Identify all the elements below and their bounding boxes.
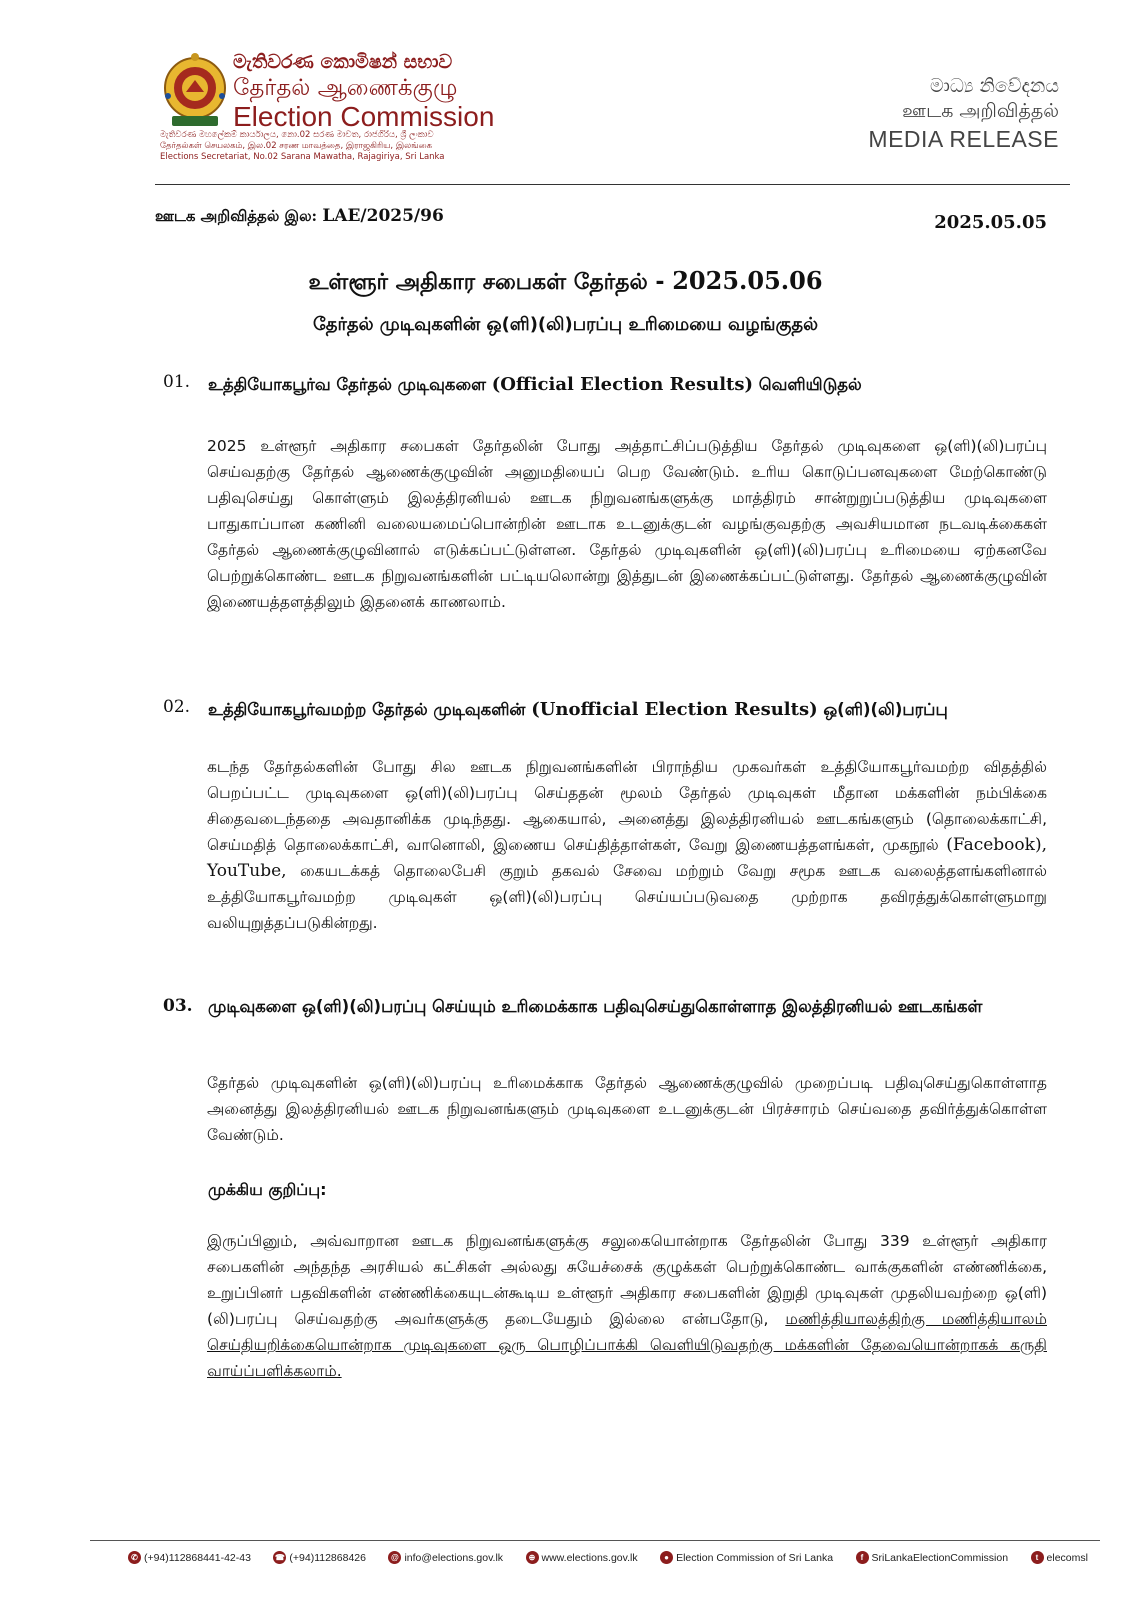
footer-twitter[interactable] bbox=[1031, 1551, 1088, 1564]
footer-divider bbox=[90, 1540, 1100, 1541]
important-note-label: முக்கிய குறிப்பு: bbox=[208, 1180, 327, 1199]
section-body: 2025 உள்ளூர் அதிகார சபைகள் தேர்தலின் போது அத்தாட்சிப்படுத்திய தேர்தல் முடிவுகளை ஒ(ளி)(லி)பரப்பு செய்வதற்கு தேர்தல் ஆணைக்குழுவின் அனுமதியைப் பெற வேண்டும். உரிய கொடுப்பனவுகளை மேற்கொண்டு பதிவுசெய்து கொள்ளும் இலத்திரனியல் ஊடக நிறுவனங்களுக்கு மாத்திரம் சான்றுறுப்படுத்திய முடிவுகளை பாதுகாப்பான கணினி வலையமைப்பொன்றின் ஊடாக உடனுக்குடன் வழங்குவதற்கு அவசியமான நடவடிக்கைகள் தேர்தல் ஆணைக்குழுவினால் எடுக்கப்பட்டுள்ளன. தேர்தல் முடிவுகளின் ஒ(ளி)(லி)பரப்பு உரிமையை ஏற்கனவே பெற்றுக்கொண்ட ஊடக நிறுவனங்களின் பட்டியலொன்று இத்துடன் இணைக்கப்பட்டுள்ளது. தேர்தல் ஆணைக்குழுவின் இணையத்தளத்திலும் இதனைக் காணலாம். bbox=[207, 437, 1047, 611]
email-address: info@elections.gov.lk bbox=[404, 1551, 504, 1564]
section-body: தேர்தல் முடிவுகளின் ஒ(ளி)(லி)பரப்பு உரிமைக்காக தேர்தல் ஆணைக்குழுவில் முறைப்படி பதிவுசெய்துகொள்ளாத அனைத்து இலத்திரனியல் ஊடக நிறுவனங்களும் முடிவுகளை உடனுக்குடன் பிரச்சாரம் செய்வதை தவிர்த்துக்கொள்ள வேண்டும். bbox=[207, 1074, 1047, 1144]
section-number: 02. bbox=[163, 697, 191, 717]
footer-facebook[interactable] bbox=[856, 1551, 1009, 1564]
email-icon: @ bbox=[388, 1551, 401, 1564]
org-name-tamil: தேர்தல் ஆணைக்குழு bbox=[233, 75, 458, 101]
title-text: உள்ளூர் அதிகார சபைகள் தேர்தல் - bbox=[308, 270, 665, 295]
fax-number: (+94)112868426 bbox=[289, 1551, 366, 1564]
header-divider bbox=[155, 184, 1070, 185]
twitter-handle: elecomsl bbox=[1046, 1551, 1088, 1564]
document-subtitle: தேர்தல் முடிவுகளின் ஒ(ளி)(லி)பரப்பு உரிமையை வழங்குதல் bbox=[312, 314, 819, 335]
section-heading bbox=[208, 697, 1046, 723]
section-number: 01. bbox=[163, 372, 191, 392]
media-release-label bbox=[868, 74, 1059, 154]
footer-phone[interactable] bbox=[128, 1551, 251, 1564]
emblem-icon bbox=[162, 52, 228, 130]
twitter-icon: t bbox=[1031, 1551, 1044, 1564]
footer-fax[interactable] bbox=[273, 1551, 366, 1564]
footer-org[interactable] bbox=[660, 1551, 833, 1564]
media-release-english: MEDIA RELEASE bbox=[868, 126, 1059, 152]
footer-website[interactable] bbox=[526, 1551, 638, 1564]
reference-label: ஊடக அறிவித்தல் இல: bbox=[155, 207, 318, 225]
web-icon: ⊕ bbox=[526, 1551, 539, 1564]
org-link: Election Commission of Sri Lanka bbox=[676, 1551, 834, 1564]
phone-number: (+94)112868441-42-43 bbox=[144, 1551, 251, 1564]
facebook-icon: f bbox=[856, 1551, 869, 1564]
section-number: 03. bbox=[163, 996, 193, 1016]
section-heading bbox=[208, 372, 1046, 398]
heading-text: ஒ(ளி)(லி)பரப்பு bbox=[823, 700, 948, 719]
election-date: 2025.05.06 bbox=[672, 266, 823, 295]
address-tamil: தேர்தல்கள் செயலகம், இல.02 சரண மாவத்தை, இராஜகிரிய, இலங்கை bbox=[160, 141, 433, 151]
heading-english: (Official Election Results) bbox=[491, 374, 754, 395]
organization-name bbox=[233, 50, 493, 132]
org-name-sinhala: මැතිවරණ කොමිෂන් සභාව bbox=[233, 51, 453, 73]
section-heading: முடிவுகளை ஒ(ளி)(லி)பரப்பு செய்யும் உரிமைக்காக பதிவுசெய்துகொள்ளாத இலத்திரனியல் ஊடகங்கள் bbox=[208, 997, 983, 1016]
heading-text: உத்தியோகபூர்வ தேர்தல் முடிவுகளை bbox=[208, 375, 486, 394]
footer-contacts bbox=[128, 1551, 1088, 1564]
body-text: கடந்த தேர்தல்களின் போது சில ஊடக நிறுவனங்களின் பிராந்திய முகவர்கள் உத்தியோகபூர்வமற்ற விதத்தில் பெறப்பட்ட முடிவுகளை ஒ(ளி)(லி)பரப்பு செய்ததன் மூலம் தேர்தல் முடிவுகள் மீதான மக்களின் நம்பிக்கை சிதைவடைந்ததை அவதானிக்க முடிந்தது. ஆகையால், அனைத்து இலத்திரனியல் ஊடகங்களும் (தொலைக்காட்சி, செய்மதித் தொலைக்காட்சி, வானொலி, இணைய செய்தித்தாள்கள், வேறு இணையத்தளங்கள், முகநூல் bbox=[207, 758, 1047, 854]
heading-text: வெளியிடுதல் bbox=[758, 375, 862, 394]
note-text: இருப்பினும், அவ்வாறான ஊடக நிறுவனங்களுக்கு சலுகையொன்றாக தேர்தலின் போது 339 உள்ளூர் அதிகார சபைகளின் அந்தந்த அரசியல் கட்சிகள் அல்லது சுயேச்சைக் குழுக்கள் பெற்றுக்கொண்ட வாக்குகளின் எண்ணிக்கை, உறுப்பினர் பதவிகளின் எண்ணிக்கையுடன்கூடிய உள்ளூர் அதிகார சபைகளின் இறுதி முடிவுகள் முதலியவற்றை ஒ(ளி)(லி)பரப்பு செய்வதற்கு அவர்களுக்கு தடையேதும் இல்லை என்பதோடு, bbox=[207, 1232, 1047, 1328]
address-sinhala: මැතිවරණ මහලේකම් කාර්යාලය, නො.02 සරණ මාවත, රාජගිරිය, ශ්‍රී ලංකාව bbox=[160, 130, 434, 140]
website-url: www.elections.gov.lk bbox=[541, 1551, 638, 1564]
section-body bbox=[207, 754, 1047, 936]
note-underlined-text: மணித்தியாலத்திற்கு மணித்தியாலம் செய்தியறிக்கையொன்றாக முடிவுகளை ஒரு பொழிப்பாக்கி வெளியிடுவதற்கு மக்களின் தேவையொன்றாகக் கருதி வாய்ப்பளிக்கலாம். bbox=[207, 1310, 1047, 1380]
media-release-tamil: ஊடக அறிவித்தல் bbox=[902, 100, 1059, 122]
document-title bbox=[0, 266, 1131, 298]
release-date: 2025.05.05 bbox=[934, 212, 1047, 233]
footer-email[interactable] bbox=[388, 1551, 503, 1564]
phone-icon: ✆ bbox=[128, 1551, 141, 1564]
facebook-handle: SriLankaElectionCommission bbox=[871, 1551, 1009, 1564]
fax-icon: ☎ bbox=[274, 1553, 285, 1562]
address-english: Elections Secretariat, No.02 Sarana Mawatha, Rajagiriya, Sri Lanka bbox=[160, 152, 445, 162]
important-note-body bbox=[207, 1228, 1047, 1384]
body-english: (Facebook), YouTube, bbox=[207, 835, 1047, 881]
org-name-english: Election Commission bbox=[233, 101, 495, 132]
organization-address bbox=[160, 130, 500, 163]
body-text: கையடக்கத் தொலைபேசி குறும் தகவல் சேவை மற்றும் வேறு சமூக ஊடக வலைத்தளங்களினால் உத்தியோகபூர்வமற்ற முடிவுகள் ஒ(ளி)(லி)பரப்பு செய்யப்படுவதை முற்றாக தவிரத்துக்கொள்ளுமாறு வலியுறுத்தப்படுகின்றது. bbox=[207, 862, 1047, 932]
reference-number: LAE/2025/96 bbox=[322, 206, 444, 226]
release-reference bbox=[155, 206, 444, 227]
media-release-sinhala: මාධ්‍ය නිවේදනය bbox=[929, 75, 1059, 97]
heading-english: (Unofficial Election Results) bbox=[531, 699, 818, 720]
org-icon: ● bbox=[660, 1551, 673, 1564]
heading-text: உத்தியோகபூர்வமற்ற தேர்தல் முடிவுகளின் bbox=[208, 700, 526, 719]
